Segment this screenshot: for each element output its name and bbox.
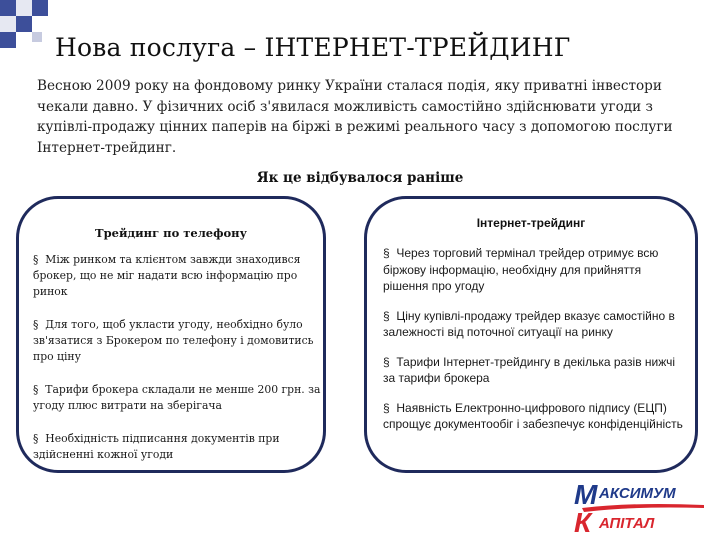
- bullet-icon: §: [33, 432, 39, 445]
- list-item-text: Тарифи Інтернет-трейдингу в декілька разів нижчі за тарифи брокера: [383, 354, 676, 385]
- bullet-icon: §: [383, 354, 390, 369]
- intro-paragraph: Весною 2009 року на фондовому ринку України сталася подія, яку приватні інвестори чекали давно. У фізичних осіб з'явилася можливість самостійно здійснювати угоди з купівлі-продажу цінних паперів на біржі в режимі реального часу з допомогою послуги Інтернет-трейдинг.: [37, 78, 673, 156]
- bullet-icon: §: [33, 383, 39, 396]
- section-heading: Як це відбувалося раніше: [256, 170, 464, 186]
- list-item: [383, 308, 689, 341]
- list-item: [383, 245, 689, 295]
- bullet-icon: §: [33, 318, 39, 331]
- list-item-text: Для того, щоб укласти угоду, необхідно було зв'язатися з Брокером по телефону і домовитись про ціну: [33, 318, 314, 363]
- list-item-text: Між ринком та клієнтом завжди знаходився брокер, що не міг надати всю інформацію про ринок: [33, 253, 301, 298]
- internet-trading-title: Інтернет-трейдинг: [476, 216, 586, 230]
- list-item-text: Через торговий термінал трейдер отримує всю біржову інформацію, необхідну для прийняття рішення про угоду: [383, 246, 659, 293]
- maximum-kapital-logo: [572, 478, 712, 534]
- logo-line2: АПІТАЛ: [599, 515, 655, 532]
- list-item-text: Тарифи брокера складали не менше 200 грн. за угоду плюс витрати на зберігача: [33, 383, 321, 412]
- list-item-text: Необхідність підписання документів при здійсненні кожної угоди: [33, 432, 280, 461]
- bullet-icon: §: [383, 246, 390, 260]
- logo-swoosh: [582, 504, 704, 512]
- list-item-text: Наявність Електронно-цифрового підпису (ЕЦП) спрощує документообіг і забезпечує конфіденційність: [383, 400, 683, 431]
- list-item: [33, 317, 323, 365]
- bullet-icon: §: [383, 400, 390, 415]
- internet-trading-panel: [364, 196, 698, 473]
- bullet-icon: §: [383, 308, 390, 323]
- bullet-icon: §: [33, 253, 39, 266]
- list-item: [383, 354, 689, 387]
- logo-letter-m: М: [574, 479, 598, 510]
- list-item-text: Ціну купівлі-продажу трейдер вказує самостійно в залежності від поточної ситуації на ринку: [383, 308, 675, 339]
- list-item: [33, 252, 323, 300]
- phone-trading-list: [33, 252, 323, 480]
- list-item: [383, 400, 689, 433]
- phone-trading-panel: [16, 196, 326, 473]
- list-item: [33, 382, 323, 414]
- logo-line1: АКСИМУМ: [599, 485, 676, 502]
- page-title: Нова послуга – ІНТЕРНЕТ-ТРЕЙДИНГ: [55, 33, 571, 62]
- logo-letter-k: К: [574, 507, 592, 534]
- internet-trading-list: [383, 245, 689, 446]
- list-item: [33, 431, 323, 463]
- phone-trading-title: Трейдинг по телефону: [95, 226, 247, 240]
